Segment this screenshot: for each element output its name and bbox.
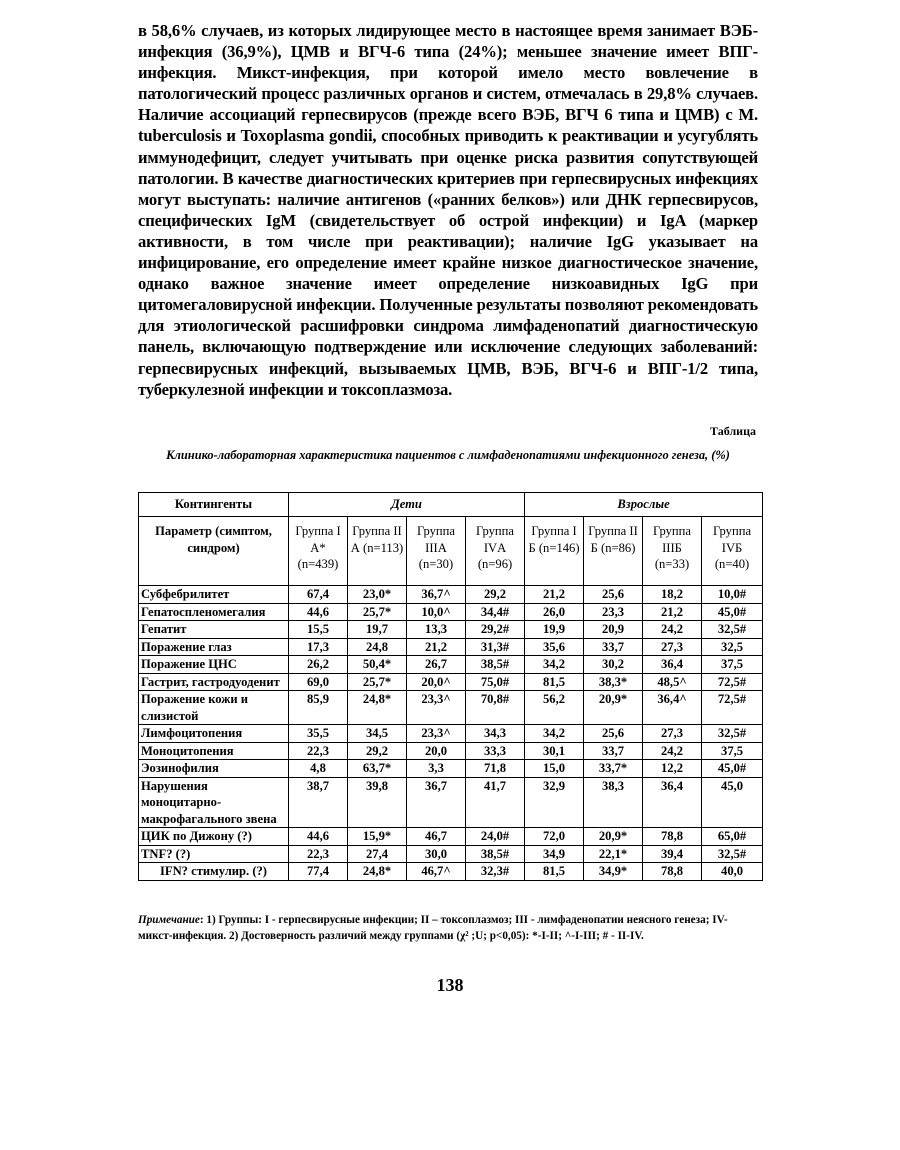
row-value: 18,2	[643, 586, 702, 604]
row-value: 15,9*	[348, 828, 407, 846]
row-value: 17,3	[289, 638, 348, 656]
table-caption: Клинико-лабораторная характеристика пациентов с лимфаденопатиями инфекционного генеза, (%)	[166, 448, 730, 462]
data-table	[138, 492, 763, 881]
row-value: 44,6	[289, 828, 348, 846]
row-value: 30,2	[584, 656, 643, 674]
row-value: 21,2	[525, 586, 584, 604]
row-parameter: IFN? стимулир. (?)	[139, 863, 289, 881]
table-label: Таблица	[710, 424, 756, 438]
header-adults: Взрослые	[525, 493, 763, 517]
row-value: 15,0	[525, 760, 584, 778]
row-value: 31,3#	[466, 638, 525, 656]
row-value: 25,7*	[348, 673, 407, 691]
row-value: 29,2	[466, 586, 525, 604]
row-value: 71,8	[466, 760, 525, 778]
row-value: 37,5	[702, 656, 763, 674]
row-value: 24,2	[643, 742, 702, 760]
row-value: 45,0	[702, 777, 763, 828]
row-value: 46,7^	[407, 863, 466, 881]
row-value: 32,9	[525, 777, 584, 828]
row-parameter: Гепатит	[139, 621, 289, 639]
row-value: 32,5#	[702, 621, 763, 639]
row-value: 20,9*	[584, 691, 643, 725]
row-value: 20,0^	[407, 673, 466, 691]
row-value: 33,3	[466, 742, 525, 760]
row-value: 34,2	[525, 656, 584, 674]
row-value: 23,0*	[348, 586, 407, 604]
row-value: 19,7	[348, 621, 407, 639]
row-value: 20,9	[584, 621, 643, 639]
row-value: 15,5	[289, 621, 348, 639]
table-row	[139, 777, 763, 828]
row-parameter: Поражение ЦНС	[139, 656, 289, 674]
row-value: 27,3	[643, 725, 702, 743]
row-value: 72,5#	[702, 691, 763, 725]
row-value: 24,0#	[466, 828, 525, 846]
header-row-contingents	[139, 493, 763, 517]
row-value: 72,5#	[702, 673, 763, 691]
group-header: Группа I А* (n=439)	[289, 517, 348, 586]
row-parameter: Поражение кожи и слизистой	[139, 691, 289, 725]
table-row	[139, 725, 763, 743]
row-value: 67,4	[289, 586, 348, 604]
row-value: 25,6	[584, 725, 643, 743]
row-value: 27,4	[348, 845, 407, 863]
table-row	[139, 638, 763, 656]
row-value: 10,0#	[702, 586, 763, 604]
row-value: 32,5	[702, 638, 763, 656]
row-value: 34,5	[348, 725, 407, 743]
row-value: 24,8*	[348, 691, 407, 725]
table-row	[139, 863, 763, 881]
table-row	[139, 760, 763, 778]
row-value: 38,5#	[466, 656, 525, 674]
row-value: 10,0^	[407, 603, 466, 621]
row-value: 26,7	[407, 656, 466, 674]
row-value: 50,4*	[348, 656, 407, 674]
table-row	[139, 828, 763, 846]
row-parameter: Поражение глаз	[139, 638, 289, 656]
row-value: 35,6	[525, 638, 584, 656]
group-header: Группа IVБ (n=40)	[702, 517, 763, 586]
row-value: 34,2	[525, 725, 584, 743]
row-value: 69,0	[289, 673, 348, 691]
row-value: 21,2	[643, 603, 702, 621]
row-value: 23,3^	[407, 691, 466, 725]
group-header: Группа II Б (n=86)	[584, 517, 643, 586]
row-parameter: Гепатоспленомегалия	[139, 603, 289, 621]
row-value: 70,8#	[466, 691, 525, 725]
row-value: 20,9*	[584, 828, 643, 846]
row-value: 13,3	[407, 621, 466, 639]
row-parameter: ЦИК по Дижону (?)	[139, 828, 289, 846]
table-row	[139, 603, 763, 621]
row-value: 34,9	[525, 845, 584, 863]
row-value: 41,7	[466, 777, 525, 828]
row-value: 56,2	[525, 691, 584, 725]
row-value: 29,2#	[466, 621, 525, 639]
row-value: 27,3	[643, 638, 702, 656]
table-body	[139, 586, 763, 881]
row-value: 24,8	[348, 638, 407, 656]
row-value: 36,4	[643, 777, 702, 828]
row-parameter: Моноцитопения	[139, 742, 289, 760]
row-value: 20,0	[407, 742, 466, 760]
row-value: 45,0#	[702, 603, 763, 621]
row-value: 22,1*	[584, 845, 643, 863]
row-value: 23,3	[584, 603, 643, 621]
header-parameter: Параметр (симптом, синдром)	[139, 517, 289, 586]
row-parameter: Нарушения моноцитарно-макрофагального звена	[139, 777, 289, 828]
row-value: 78,8	[643, 863, 702, 881]
row-value: 38,5#	[466, 845, 525, 863]
row-value: 22,3	[289, 742, 348, 760]
row-value: 34,3	[466, 725, 525, 743]
row-value: 81,5	[525, 863, 584, 881]
row-value: 40,0	[702, 863, 763, 881]
body-paragraph: в 58,6% случаев, из которых лидирующее место в настоящее время занимает ВЭБ-инфекция (36,9%), ЦМВ и ВГЧ-6 типа (24%); меньшее значение имеет ВПГ-инфекция. Микст-инфекция, при которой имело место вовлечение в патологический процесс различных органов и систем, отмечалась в 29,8% случаев. Наличие ассоциаций герпесвирусов (прежде всего ВЭБ, ВГЧ 6 типа и ЦМВ) с M. tuberculosis и Toxoplasma gondii, способных приводить к реактивации и усугублять иммунодефицит, следует учитывать при оценке риска развития сопутствующей патологии. В качестве диагностических критериев при герпесвирусных инфекциях могут выступать: наличие антигенов («ранних белков») или ДНК герпесвирусов, специфических IgM (свидетельствует об острой инфекции) и IgA (маркер активности, в том числе при реактивации); наличие IgG указывает на инфицирование, его определение имеет крайне низкое диагностическое значение, однако важное значение имеет определение низкоавидных IgG при цитомегаловирусной инфекции. Полученные результаты позволяют рекомендовать для этиологической расшифровки синдрома лимфаденопатий диагностическую панель, включающую подтверждение или исключение следующих заболеваний: герпесвирусных инфекций, вызываемых ЦМВ, ВЭБ, ВГЧ-6 и ВПГ-1/2 типа, туберкулезной инфекции и токсоплазмоза.	[138, 21, 758, 399]
row-value: 85,9	[289, 691, 348, 725]
table-note	[138, 912, 758, 944]
row-value: 36,7	[407, 777, 466, 828]
row-value: 25,7*	[348, 603, 407, 621]
table-row	[139, 845, 763, 863]
row-value: 39,4	[643, 845, 702, 863]
row-value: 63,7*	[348, 760, 407, 778]
row-value: 48,5^	[643, 673, 702, 691]
header-children: Дети	[289, 493, 525, 517]
page-number: 138	[436, 975, 464, 995]
row-value: 33,7*	[584, 760, 643, 778]
row-value: 22,3	[289, 845, 348, 863]
table-row	[139, 656, 763, 674]
row-value: 36,7^	[407, 586, 466, 604]
row-value: 29,2	[348, 742, 407, 760]
row-value: 30,0	[407, 845, 466, 863]
row-value: 30,1	[525, 742, 584, 760]
table-row	[139, 742, 763, 760]
row-value: 33,7	[584, 742, 643, 760]
group-header: Группа IIIА (n=30)	[407, 517, 466, 586]
note-text: : 1) Группы: I - герпесвирусные инфекции; II – токсоплазмоз; III - лимфаденопатии неясного генеза; IV- микст-инфекция. 2) Достоверность различий между группами (χ² ;U; p<0,05): *-I-II; ^-I-III; # - II-IV.	[138, 914, 728, 942]
row-value: 78,8	[643, 828, 702, 846]
row-value: 38,3*	[584, 673, 643, 691]
row-parameter: Гастрит, гастродуоденит	[139, 673, 289, 691]
row-value: 44,6	[289, 603, 348, 621]
row-value: 38,3	[584, 777, 643, 828]
row-value: 46,7	[407, 828, 466, 846]
row-value: 3,3	[407, 760, 466, 778]
header-row-groups	[139, 517, 763, 586]
table-row	[139, 691, 763, 725]
row-value: 38,7	[289, 777, 348, 828]
row-value: 32,3#	[466, 863, 525, 881]
note-label: Примечание	[138, 914, 200, 926]
row-value: 19,9	[525, 621, 584, 639]
row-parameter: Субфебрилитет	[139, 586, 289, 604]
row-value: 75,0#	[466, 673, 525, 691]
row-value: 72,0	[525, 828, 584, 846]
row-value: 65,0#	[702, 828, 763, 846]
row-value: 26,2	[289, 656, 348, 674]
row-value: 21,2	[407, 638, 466, 656]
row-value: 12,2	[643, 760, 702, 778]
row-value: 36,4	[643, 656, 702, 674]
row-value: 81,5	[525, 673, 584, 691]
row-value: 36,4^	[643, 691, 702, 725]
row-parameter: TNF? (?)	[139, 845, 289, 863]
row-parameter: Эозинофилия	[139, 760, 289, 778]
group-header: Группа II А (n=113)	[348, 517, 407, 586]
row-value: 26,0	[525, 603, 584, 621]
header-contingents: Контингенты	[139, 493, 289, 517]
group-header: Группа I Б (n=146)	[525, 517, 584, 586]
row-value: 35,5	[289, 725, 348, 743]
row-value: 39,8	[348, 777, 407, 828]
row-value: 23,3^	[407, 725, 466, 743]
group-header: Группа IIIБ (n=33)	[643, 517, 702, 586]
row-value: 24,8*	[348, 863, 407, 881]
table-row	[139, 586, 763, 604]
row-value: 32,5#	[702, 845, 763, 863]
row-value: 34,4#	[466, 603, 525, 621]
row-parameter: Лимфоцитопения	[139, 725, 289, 743]
row-value: 33,7	[584, 638, 643, 656]
row-value: 25,6	[584, 586, 643, 604]
table-row	[139, 621, 763, 639]
table-row	[139, 673, 763, 691]
row-value: 77,4	[289, 863, 348, 881]
row-value: 32,5#	[702, 725, 763, 743]
row-value: 45,0#	[702, 760, 763, 778]
row-value: 37,5	[702, 742, 763, 760]
group-header: Группа IVА (n=96)	[466, 517, 525, 586]
row-value: 34,9*	[584, 863, 643, 881]
row-value: 24,2	[643, 621, 702, 639]
row-value: 4,8	[289, 760, 348, 778]
